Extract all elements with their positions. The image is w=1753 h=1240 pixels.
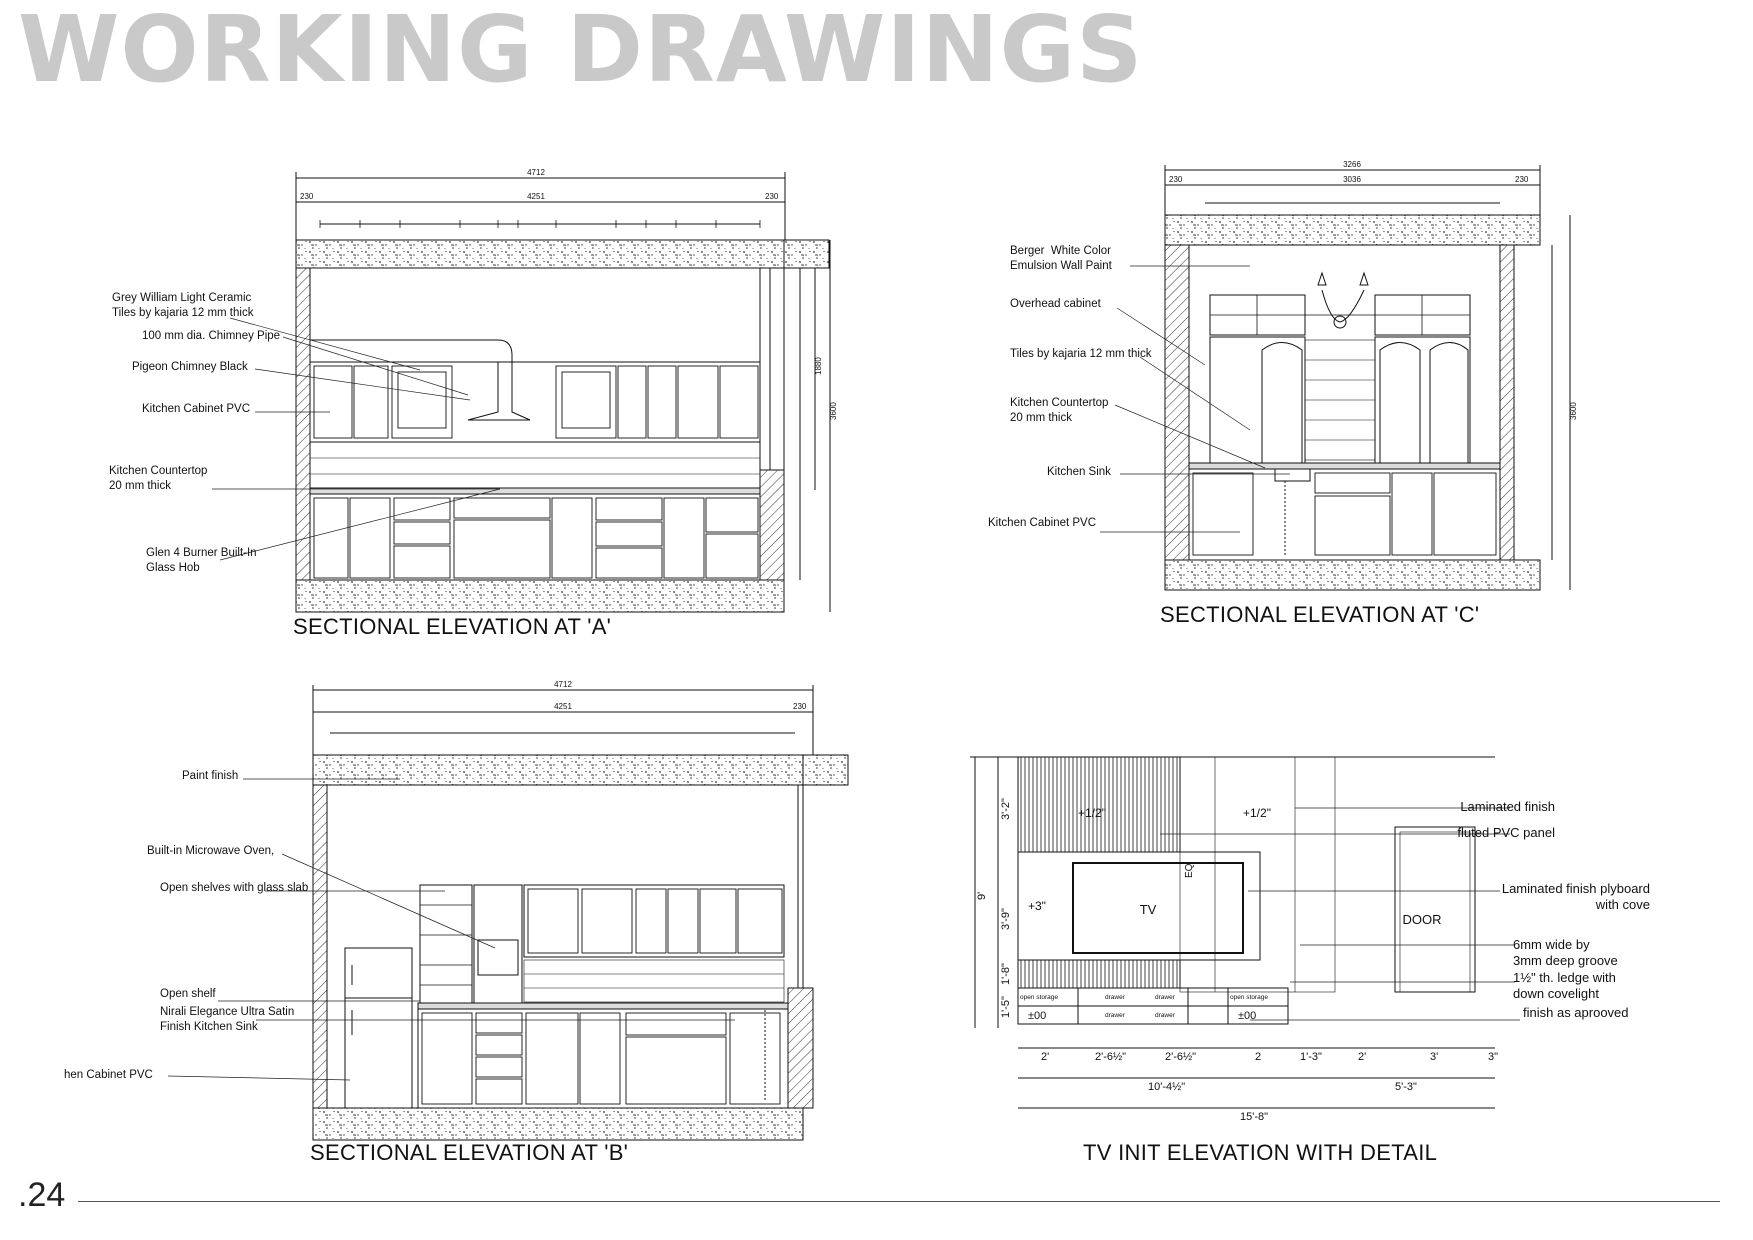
tv-label-finish: finish as aprooved (1523, 1005, 1629, 1020)
elevation-c-dims (1169, 160, 1578, 420)
storage-1: open storage (1020, 994, 1058, 1001)
offset-2: +1/2" (1243, 806, 1271, 820)
storage-3: drawer (1155, 994, 1175, 1001)
tv-label: TV (1139, 902, 1157, 917)
width-2: 2'-6½" (1095, 1051, 1127, 1063)
b-label-sink: Nirali Elegance Ultra Satin Finish Kitchen Sink (160, 1006, 295, 1033)
subtotal-2: 5'-3" (1395, 1081, 1417, 1093)
elevation-a-dims (300, 168, 838, 420)
level-1: ±00 (1028, 1010, 1047, 1022)
storage-5: drawer (1105, 1012, 1125, 1019)
width-3: 2'-6½" (1165, 1051, 1197, 1063)
offset-3: +3" (1028, 899, 1046, 913)
a-height-total: 3600 (829, 402, 838, 420)
total-width: 15'-8" (1240, 1111, 1269, 1123)
c-label-sink: Kitchen Sink (1047, 466, 1111, 478)
tv-label-ledge: 1½" th. ledge with down covelight (1513, 970, 1616, 1001)
width-6: 2' (1358, 1051, 1367, 1063)
storage-2: drawer (1105, 994, 1125, 1001)
b-inner-width: 4251 (554, 702, 572, 711)
tv-label-laminate: Laminated finish (1460, 799, 1555, 814)
a-label-cabinet: Kitchen Cabinet PVC (142, 403, 251, 415)
b-label-open-shelves: Open shelves with glass slab (160, 882, 309, 894)
b-label-open-shelf: Open shelf (160, 988, 216, 1000)
a-wall-right: 230 (765, 192, 779, 201)
width-5: 1'-3" (1300, 1051, 1322, 1063)
a-label-hob: Glen 4 Burner Built-In Glass Hob (146, 547, 257, 574)
c-overall-width: 3266 (1343, 160, 1361, 169)
tv-label-fluted: fluted PVC panel (1457, 825, 1555, 840)
b-wall-right: 230 (793, 702, 807, 711)
height-2: 3'-9" (1000, 908, 1012, 930)
elevation-b (313, 685, 848, 1140)
c-label-tiles: Tiles by kajaria 12 mm thick (1010, 348, 1152, 360)
c-wall-left: 230 (1169, 175, 1183, 184)
total-height: 9' (976, 891, 988, 900)
tv-label-plyboard: Laminated finish plyboard with cove (1501, 881, 1650, 912)
elevation-c (1165, 165, 1570, 590)
a-label-countertop: Kitchen Countertop 20 mm thick (109, 465, 208, 492)
c-label-overhead-cabinet: Overhead cabinet (1010, 298, 1101, 310)
subtotal-1: 10'-4½" (1148, 1081, 1186, 1093)
c-inner-width: 3036 (1343, 175, 1361, 184)
b-label-microwave: Built-in Microwave Oven, (147, 845, 275, 857)
caption-elevation-c: SECTIONAL ELEVATION AT 'C' (1160, 602, 1480, 627)
width-4: 2 (1255, 1051, 1262, 1063)
elevation-a (296, 172, 830, 612)
offset-1: +1/2" (1078, 806, 1106, 820)
elevation-b-dims (554, 680, 807, 711)
a-wall-left: 230 (300, 192, 314, 201)
footer-rule (78, 1201, 1720, 1202)
width-7: 3' (1430, 1051, 1439, 1063)
c-height-total: 3600 (1569, 402, 1578, 420)
tv-label-groove: 6mm wide by 3mm deep groove (1513, 937, 1618, 968)
page-title: WORKING DRAWINGS (18, 0, 1144, 103)
storage-6: drawer (1155, 1012, 1175, 1019)
height-4: 1'-5" (1000, 996, 1012, 1018)
a-inner-width: 4251 (527, 192, 545, 201)
width-8: 3" (1488, 1051, 1499, 1063)
eq-label: EQ (1184, 863, 1195, 878)
c-wall-right: 230 (1515, 175, 1529, 184)
page-number: .24 (18, 1176, 66, 1214)
level-2: ±00 (1238, 1010, 1257, 1022)
b-overall-width: 4712 (554, 680, 572, 689)
height-1: 3'-2" (1000, 798, 1012, 820)
a-overall-width: 4712 (527, 168, 545, 177)
a-label-chimney: Pigeon Chimney Black (132, 361, 248, 373)
a-height-upper: 1880 (814, 357, 823, 375)
width-1: 2' (1041, 1051, 1050, 1063)
c-label-countertop: Kitchen Countertop 20 mm thick (1010, 397, 1109, 424)
a-label-tiles: Grey William Light Ceramic Tiles by kajaria 12 mm thick (112, 292, 254, 319)
b-label-paint: Paint finish (182, 770, 239, 782)
caption-elevation-a: SECTIONAL ELEVATION AT 'A' (293, 614, 612, 639)
height-3: 1'-8" (1000, 963, 1012, 985)
caption-tv-unit: TV INIT ELEVATION WITH DETAIL (1083, 1140, 1438, 1165)
door-label: DOOR (1402, 912, 1442, 927)
leader-lines (168, 266, 1520, 1080)
c-label-wall-paint: Berger White Color Emulsion Wall Paint (1010, 245, 1112, 272)
a-label-chimney-pipe: 100 mm dia. Chimney Pipe (142, 330, 281, 342)
caption-elevation-b: SECTIONAL ELEVATION AT 'B' (310, 1140, 629, 1165)
c-label-cabinet: Kitchen Cabinet PVC (988, 517, 1097, 529)
b-label-cabinet: hen Cabinet PVC (64, 1069, 153, 1081)
storage-4: open storage (1230, 994, 1268, 1001)
